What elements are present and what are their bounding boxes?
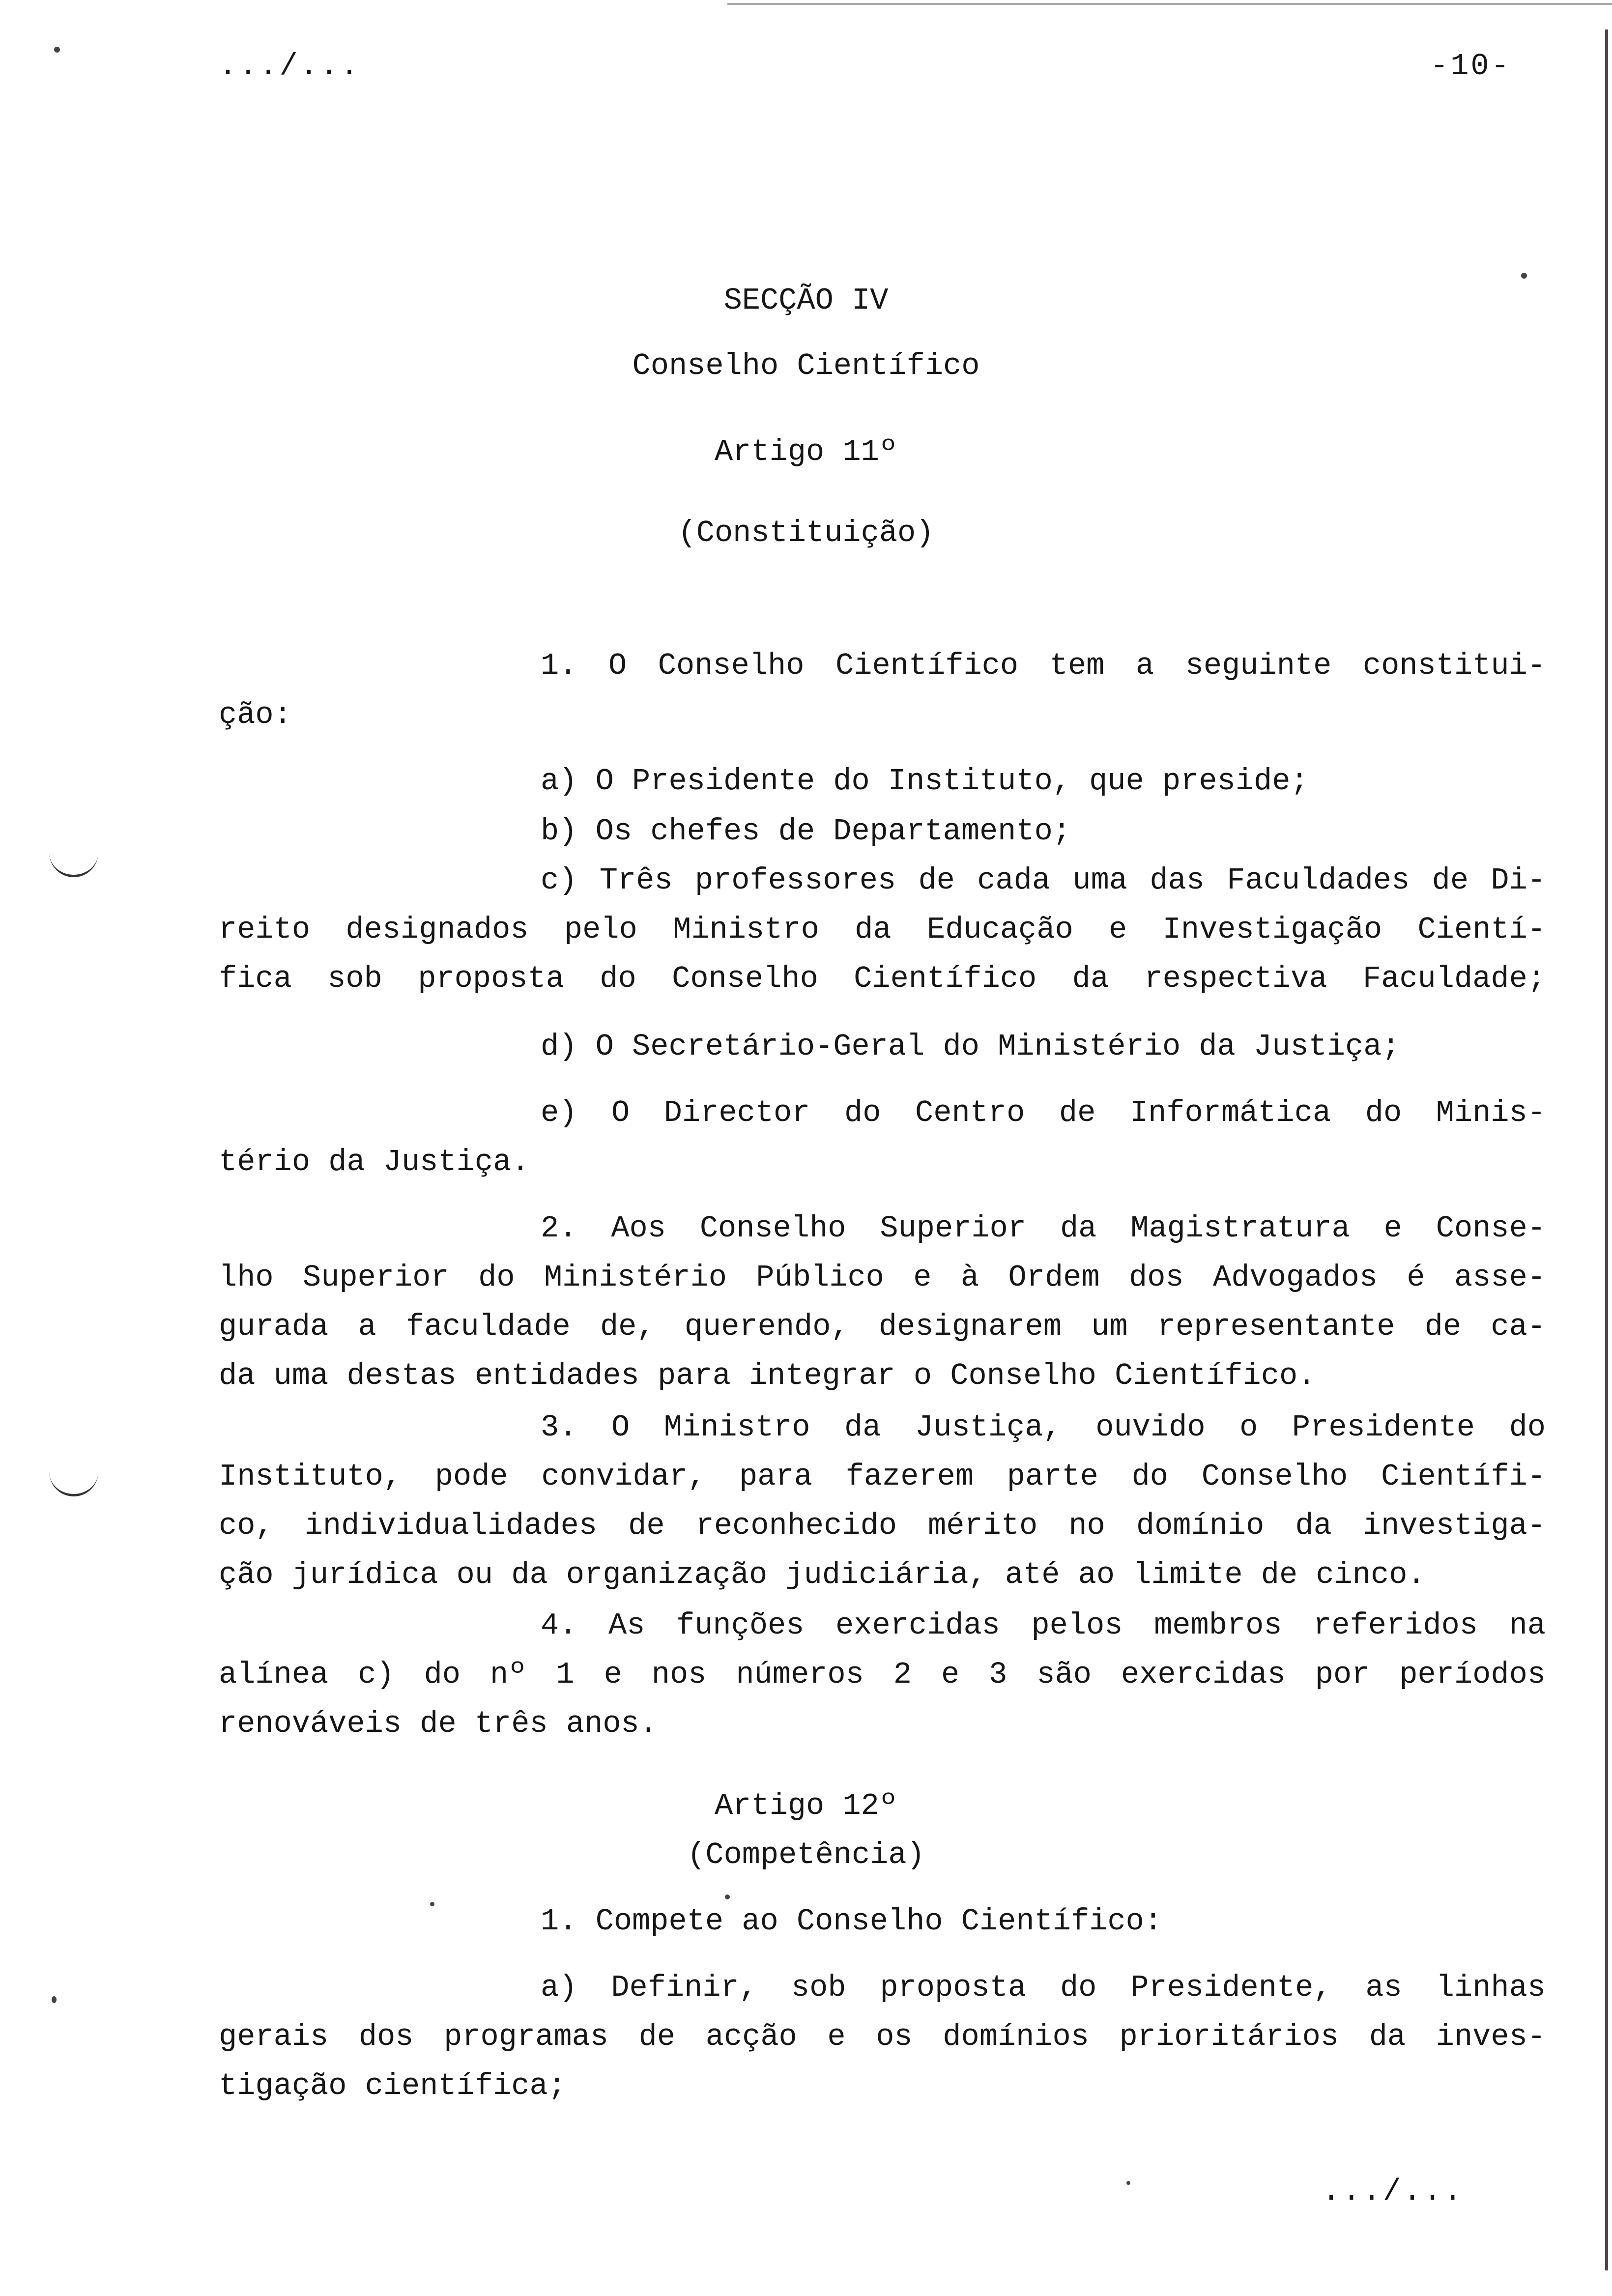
- article-12-subheading: (Competência): [687, 1837, 925, 1872]
- article-11-heading: Artigo 11º: [714, 434, 898, 469]
- text-line: 3. O Ministro da Justiça, ouvido o Presidente do: [541, 1410, 1546, 1445]
- scan-top-line: [727, 3, 1612, 5]
- scan-speck: [1126, 2181, 1130, 2185]
- page-number: -10-: [1430, 49, 1511, 84]
- art11-item-b: [219, 807, 1546, 856]
- text-line: renováveis de três anos.: [219, 1706, 658, 1741]
- continued-mark-bottom: .../...: [1322, 2174, 1464, 2209]
- text-line: gurada a faculdade de, querendo, designarem um representante de ca-: [219, 1309, 1546, 1344]
- text-line: tigação científica;: [219, 2068, 566, 2103]
- art11-item-e: [219, 1089, 1546, 1187]
- text-line: lho Superior do Ministério Público e à Ordem dos Advogados é asse-: [219, 1260, 1546, 1295]
- scan-speck: [54, 47, 60, 53]
- article-12-heading: Artigo 12º: [714, 1788, 898, 1823]
- art11-paragraph-4: [219, 1601, 1546, 1749]
- text-line: ção:: [219, 697, 292, 732]
- art11-paragraph-2: [219, 1204, 1546, 1401]
- art11-item-a: [219, 757, 1546, 806]
- text-line: c) Três professores de cada uma das Faculdades de Di-: [541, 863, 1546, 898]
- art12-item-a: [219, 1963, 1546, 2111]
- text-line: alínea c) do nº 1 e nos números 2 e 3 são exercidas por períodos: [219, 1657, 1546, 1692]
- text-line: a) O Presidente do Instituto, que preside;: [541, 764, 1309, 799]
- section-title: SECÇÃO IV: [723, 283, 889, 318]
- scan-curve-mark: [49, 850, 98, 877]
- text-line: b) Os chefes de Departamento;: [541, 814, 1071, 849]
- text-line: 4. As funções exercidas pelos membros referidos na: [541, 1608, 1546, 1643]
- art11-paragraph-3: [219, 1403, 1546, 1600]
- text-line: co, individualidades de reconhecido mérito no domínio da investiga-: [219, 1508, 1546, 1543]
- scan-speck: [1521, 273, 1527, 279]
- continued-mark-top: .../...: [219, 49, 361, 84]
- article-11-subheading: (Constituição): [678, 516, 934, 550]
- text-line: fica sob proposta do Conselho Científico da respectiva Faculdade;: [219, 961, 1546, 996]
- art11-paragraph-1: [219, 641, 1546, 740]
- section-subtitle: Conselho Científico: [632, 348, 980, 383]
- text-line: ção jurídica ou da organização judiciária, até ao limite de cinco.: [219, 1557, 1426, 1592]
- text-line: 1. Compete ao Conselho Científico:: [541, 1904, 1163, 1939]
- art11-item-d: [219, 1022, 1546, 1071]
- text-line: gerais dos programas de acção e os domínios prioritários da inves-: [219, 2019, 1546, 2054]
- text-line: 1. O Conselho Científico tem a seguinte constitui-: [541, 648, 1546, 683]
- text-line: da uma destas entidades para integrar o Conselho Científico.: [219, 1358, 1316, 1393]
- art12-paragraph-1: [219, 1897, 1546, 1946]
- text-line: a) Definir, sob proposta do Presidente, as linhas: [541, 1970, 1546, 2005]
- art11-item-c: [219, 856, 1546, 1004]
- text-line: d) O Secretário-Geral do Ministério da Justiça;: [541, 1029, 1400, 1064]
- scan-speck: [52, 1996, 57, 2003]
- text-line: 2. Aos Conselho Superior da Magistratura e Conse-: [541, 1211, 1546, 1246]
- scan-curve-mark: [49, 1469, 98, 1496]
- text-line: tério da Justiça.: [219, 1145, 530, 1179]
- text-line: e) O Director do Centro de Informática do Minis-: [541, 1095, 1546, 1130]
- text-line: Instituto, pode convidar, para fazerem parte do Conselho Científi-: [219, 1459, 1546, 1494]
- text-line: reito designados pelo Ministro da Educação e Investigação Cientí-: [219, 912, 1546, 947]
